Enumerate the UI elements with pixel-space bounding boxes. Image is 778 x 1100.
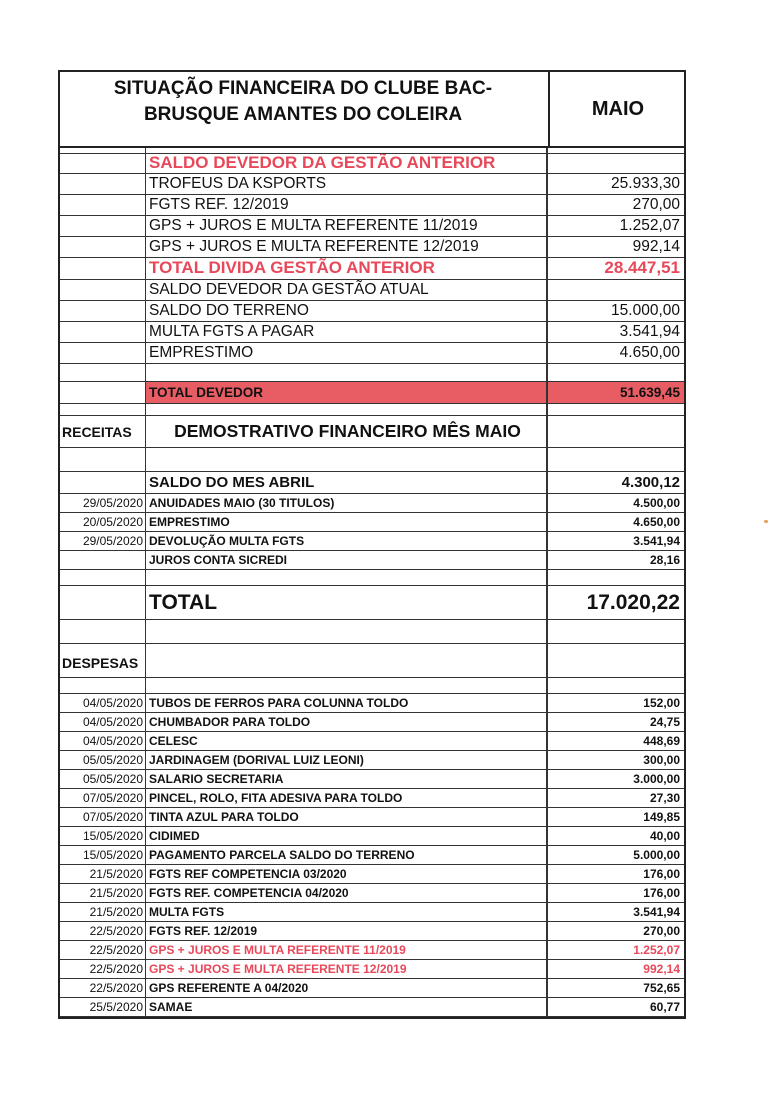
expense-value: 60,77 bbox=[649, 1000, 680, 1014]
previous-debt-total-label: TOTAL DIVIDA GESTÃO ANTERIOR bbox=[146, 258, 548, 279]
receipts-heading-row bbox=[60, 416, 684, 448]
debt-item-label: FGTS REF. 12/2019 bbox=[146, 195, 548, 215]
spacer-row bbox=[60, 620, 684, 644]
receipt-date bbox=[60, 551, 146, 569]
previous-debt-total-row bbox=[60, 258, 684, 280]
debt-item-label: GPS + JUROS E MULTA REFERENTE 12/2019 bbox=[146, 237, 548, 257]
ledger-table bbox=[58, 148, 686, 1019]
receipt-date: 20/05/2020 bbox=[60, 513, 146, 531]
current-debt-value: 4.650,00 bbox=[619, 344, 680, 361]
expense-label: FGTS REF. 12/2019 bbox=[146, 922, 548, 940]
expense-date: 05/05/2020 bbox=[60, 751, 146, 769]
receipt-label: DEVOLUÇÃO MULTA FGTS bbox=[146, 532, 548, 550]
current-debt-value: 3.541,94 bbox=[619, 323, 680, 340]
opening-balance-row bbox=[60, 472, 684, 494]
expense-date: 15/05/2020 bbox=[60, 827, 146, 845]
current-debt-label: MULTA FGTS A PAGAR bbox=[146, 322, 548, 342]
receipts-total-row bbox=[60, 586, 684, 620]
expense-date: 21/5/2020 bbox=[60, 884, 146, 902]
debt-item-label: TROFEUS DA KSPORTS bbox=[146, 174, 548, 194]
expense-value: 152,00 bbox=[643, 696, 680, 710]
table-row bbox=[60, 941, 684, 960]
receipts-total-label: TOTAL bbox=[146, 586, 548, 619]
expense-label: MULTA FGTS bbox=[146, 903, 548, 921]
expense-value: 27,30 bbox=[649, 791, 680, 805]
current-debt-value: 15.000,00 bbox=[611, 302, 680, 319]
expense-date: 22/5/2020 bbox=[60, 941, 146, 959]
table-row bbox=[60, 551, 684, 570]
sheet-header bbox=[58, 70, 686, 148]
expense-label: CHUMBADOR PARA TOLDO bbox=[146, 713, 548, 731]
table-row bbox=[60, 979, 684, 998]
expense-label: CIDIMED bbox=[146, 827, 548, 845]
financial-sheet bbox=[58, 70, 686, 1019]
expenses-section-label: DESPESAS bbox=[60, 644, 146, 677]
expense-label: FGTS REF. COMPETENCIA 04/2020 bbox=[146, 884, 548, 902]
expense-date: 07/05/2020 bbox=[60, 808, 146, 826]
table-row bbox=[60, 216, 684, 237]
expense-date: 21/5/2020 bbox=[60, 903, 146, 921]
table-row bbox=[60, 713, 684, 732]
debt-item-value: 1.252,07 bbox=[619, 217, 680, 234]
receipt-label: JUROS CONTA SICREDI bbox=[146, 551, 548, 569]
spacer-row bbox=[60, 448, 684, 472]
expense-value: 448,69 bbox=[643, 734, 680, 748]
table-row bbox=[60, 751, 684, 770]
expense-value: 270,00 bbox=[643, 924, 680, 938]
table-row bbox=[60, 808, 684, 827]
expenses-heading-row bbox=[60, 644, 684, 678]
receipt-value: 3.541,94 bbox=[633, 534, 680, 548]
current-debt-title: SALDO DEVEDOR DA GESTÃO ATUAL bbox=[146, 280, 548, 300]
debt-item-value: 992,14 bbox=[632, 238, 680, 255]
expense-value: 24,75 bbox=[649, 715, 680, 729]
expense-date: 04/05/2020 bbox=[60, 713, 146, 731]
expense-date: 04/05/2020 bbox=[60, 694, 146, 712]
sheet-title-line1: SITUAÇÃO FINANCEIRA DO CLUBE BAC- bbox=[113, 78, 493, 99]
table-row bbox=[60, 865, 684, 884]
table-row bbox=[60, 732, 684, 751]
opening-balance-label: SALDO DO MES ABRIL bbox=[146, 472, 548, 493]
receipt-value: 28,16 bbox=[649, 553, 680, 567]
total-debt-label: TOTAL DEVEDOR bbox=[146, 382, 548, 403]
expense-label: JARDINAGEM (DORIVAL LUIZ LEONI) bbox=[146, 751, 548, 769]
expense-value: 176,00 bbox=[643, 867, 680, 881]
table-row bbox=[60, 532, 684, 551]
expense-label: CELESC bbox=[146, 732, 548, 750]
spacer-row bbox=[60, 404, 684, 416]
table-row bbox=[60, 960, 684, 979]
expense-date: 22/5/2020 bbox=[60, 922, 146, 940]
table-row bbox=[60, 237, 684, 258]
expense-date: 25/5/2020 bbox=[60, 998, 146, 1016]
table-row bbox=[60, 195, 684, 216]
previous-debt-total-value: 28.447,51 bbox=[604, 258, 680, 277]
expense-label: FGTS REF COMPETENCIA 03/2020 bbox=[146, 865, 548, 883]
debt-item-value: 270,00 bbox=[632, 196, 680, 213]
expense-value: 149,85 bbox=[643, 810, 680, 824]
sheet-title bbox=[60, 76, 546, 128]
expense-label: TUBOS DE FERROS PARA COLUNNA TOLDO bbox=[146, 694, 548, 712]
expense-value: 300,00 bbox=[643, 753, 680, 767]
current-debt-label: SALDO DO TERRENO bbox=[146, 301, 548, 321]
expense-value: 3.000,00 bbox=[633, 772, 680, 786]
receipts-section-label: RECEITAS bbox=[60, 416, 146, 447]
previous-debt-title: SALDO DEVEDOR DA GESTÃO ANTERIOR bbox=[146, 154, 548, 173]
expense-value: 3.541,94 bbox=[633, 905, 680, 919]
table-row bbox=[60, 789, 684, 808]
expense-label: SAMAE bbox=[146, 998, 548, 1016]
total-debt-row bbox=[60, 382, 684, 404]
receipt-label: EMPRESTIMO bbox=[146, 513, 548, 531]
spacer-row bbox=[60, 364, 684, 382]
expense-value: 1.252,07 bbox=[633, 943, 680, 957]
expense-date: 21/5/2020 bbox=[60, 865, 146, 883]
table-row bbox=[60, 827, 684, 846]
opening-balance-value: 4.300,12 bbox=[621, 474, 680, 491]
previous-debt-title-row bbox=[60, 154, 684, 174]
current-debt-title-row bbox=[60, 280, 684, 301]
spacer-row bbox=[60, 570, 684, 586]
total-debt-value: 51.639,45 bbox=[548, 382, 684, 403]
expense-label: GPS + JUROS E MULTA REFERENTE 12/2019 bbox=[146, 960, 548, 978]
debt-item-label: GPS + JUROS E MULTA REFERENTE 11/2019 bbox=[146, 216, 548, 236]
table-row bbox=[60, 301, 684, 322]
expense-date: 15/05/2020 bbox=[60, 846, 146, 864]
table-row bbox=[60, 884, 684, 903]
expense-label: TINTA AZUL PARA TOLDO bbox=[146, 808, 548, 826]
receipt-date: 29/05/2020 bbox=[60, 494, 146, 512]
expense-date: 05/05/2020 bbox=[60, 770, 146, 788]
table-row bbox=[60, 922, 684, 941]
sheet-title-line2: BRUSQUE AMANTES DO COLEIRA bbox=[143, 104, 463, 125]
receipts-heading: DEMOSTRATIVO FINANCEIRO MÊS MAIO bbox=[146, 416, 548, 447]
expense-label: PINCEL, ROLO, FITA ADESIVA PARA TOLDO bbox=[146, 789, 548, 807]
month-label: MAIO bbox=[548, 72, 686, 146]
expense-value: 5.000,00 bbox=[633, 848, 680, 862]
expense-value: 992,14 bbox=[643, 962, 680, 976]
current-debt-label: EMPRESTIMO bbox=[146, 343, 548, 363]
table-row bbox=[60, 174, 684, 195]
receipt-value: 4.650,00 bbox=[633, 515, 680, 529]
table-row bbox=[60, 770, 684, 789]
receipt-label: ANUIDADES MAIO (30 TITULOS) bbox=[146, 494, 548, 512]
expense-value: 752,65 bbox=[643, 981, 680, 995]
expense-value: 40,00 bbox=[649, 829, 680, 843]
expense-date: 22/5/2020 bbox=[60, 979, 146, 997]
expense-label: SALARIO SECRETARIA bbox=[146, 770, 548, 788]
expense-date: 07/05/2020 bbox=[60, 789, 146, 807]
expense-value: 176,00 bbox=[643, 886, 680, 900]
expense-label: GPS REFERENTE A 04/2020 bbox=[146, 979, 548, 997]
receipt-date: 29/05/2020 bbox=[60, 532, 146, 550]
expense-label: GPS + JUROS E MULTA REFERENTE 11/2019 bbox=[146, 941, 548, 959]
table-row bbox=[60, 903, 684, 922]
debt-item-value: 25.933,30 bbox=[611, 175, 680, 192]
table-row bbox=[60, 322, 684, 343]
table-row bbox=[60, 343, 684, 364]
expense-date: 04/05/2020 bbox=[60, 732, 146, 750]
scan-speck bbox=[764, 520, 768, 523]
table-row bbox=[60, 998, 684, 1017]
expense-label: PAGAMENTO PARCELA SALDO DO TERRENO bbox=[146, 846, 548, 864]
table-row bbox=[60, 846, 684, 865]
table-row bbox=[60, 694, 684, 713]
expense-date: 22/5/2020 bbox=[60, 960, 146, 978]
receipt-value: 4.500,00 bbox=[633, 496, 680, 510]
table-row bbox=[60, 513, 684, 532]
receipts-total-value: 17.020,22 bbox=[586, 591, 680, 614]
table-row bbox=[60, 494, 684, 513]
spacer-row bbox=[60, 678, 684, 694]
